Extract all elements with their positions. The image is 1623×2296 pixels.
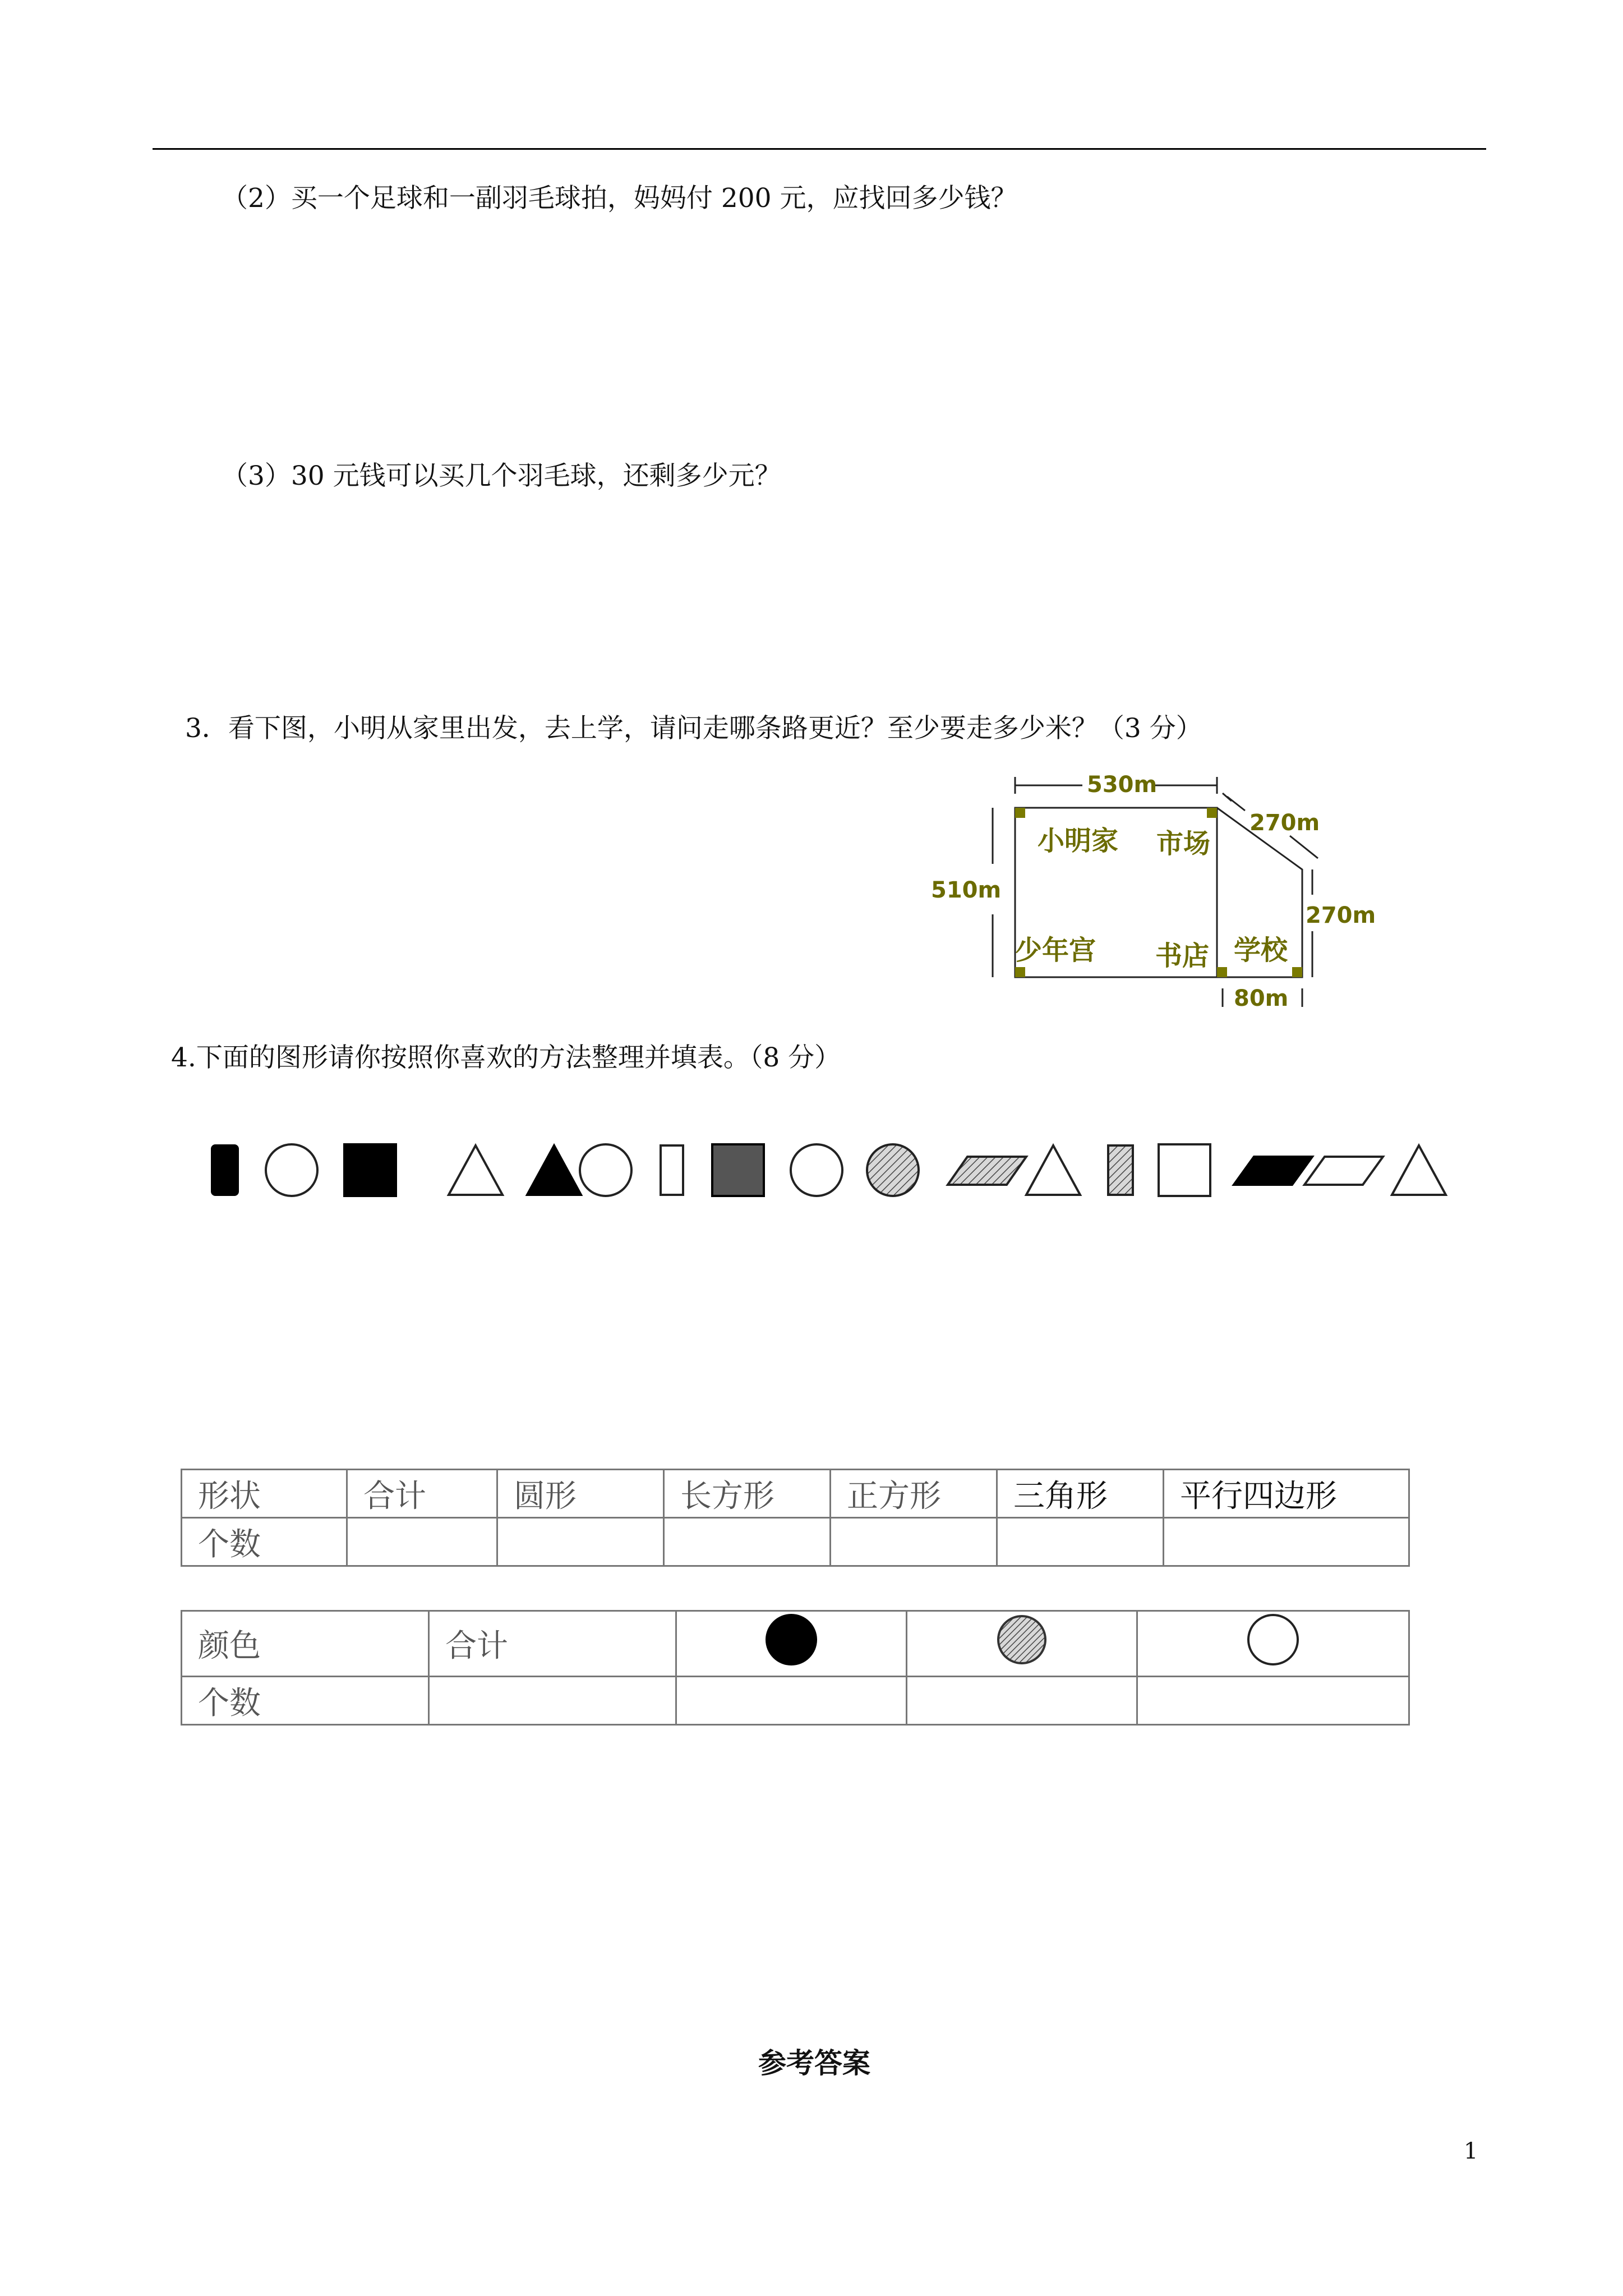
black-triangle-shape xyxy=(527,1145,581,1195)
top-distance-label: 530m xyxy=(1087,772,1158,798)
white-circle-shape xyxy=(266,1144,317,1196)
diagonal-distance-label: 270m xyxy=(1249,810,1320,836)
row-label-count: 个数 xyxy=(182,1677,429,1725)
header-black xyxy=(676,1611,907,1677)
header-hatched xyxy=(907,1611,1137,1677)
market-label: 市场 xyxy=(1156,828,1211,859)
count-cell-black[interactable] xyxy=(676,1677,907,1725)
hatched-circle-icon xyxy=(994,1612,1050,1668)
white-triangle-shape xyxy=(449,1145,502,1195)
answer-title: 参考答案 xyxy=(758,2047,870,2079)
school-label: 学校 xyxy=(1234,935,1288,966)
left-distance-label: 510m xyxy=(931,877,1002,903)
question-2-2: （2）买一个足球和一副羽毛球拍，妈妈付 200 元，应找回多少钱？ xyxy=(222,183,1017,214)
black-parallelogram-shape xyxy=(1234,1157,1312,1185)
header-circle: 圆形 xyxy=(497,1470,664,1518)
count-cell-triangle[interactable] xyxy=(997,1518,1164,1566)
count-cell-rectangle[interactable] xyxy=(664,1518,831,1566)
question-3: 3．看下图，小明从家里出发，去上学，请问走哪条路更近？至少要走多少米？（3 分） xyxy=(185,713,1202,744)
white-rectangle-shape xyxy=(661,1145,683,1195)
shapes-row xyxy=(202,1133,1464,1217)
bookstore-label: 书店 xyxy=(1155,940,1210,972)
question-4: 4.下面的图形请你按照你喜欢的方法整理并填表。（8 分） xyxy=(171,1042,841,1073)
corner-marker xyxy=(1292,967,1302,977)
bottom-distance-label: 80m xyxy=(1234,986,1289,1010)
row-label-count: 个数 xyxy=(182,1518,347,1566)
count-cell-square[interactable] xyxy=(831,1518,997,1566)
home-label: 小明家 xyxy=(1038,825,1119,857)
black-square-shape xyxy=(344,1144,396,1196)
header-color: 颜色 xyxy=(182,1611,429,1677)
question-2-3: （3）30 元钱可以买几个羽毛球，还剩多少元？ xyxy=(222,461,781,491)
white-circle-shape xyxy=(580,1144,631,1196)
count-cell-parallelogram[interactable] xyxy=(1164,1518,1409,1566)
white-circle-icon xyxy=(1242,1612,1304,1668)
header-total: 合计 xyxy=(347,1470,497,1518)
count-cell-total[interactable] xyxy=(429,1677,676,1725)
count-cell-hatched[interactable] xyxy=(907,1677,1137,1725)
hatched-circle-shape xyxy=(867,1144,919,1196)
hatched-parallelogram-shape xyxy=(948,1157,1026,1185)
count-cell-white[interactable] xyxy=(1137,1677,1409,1725)
black-rectangle-shape xyxy=(212,1145,238,1195)
white-triangle-shape xyxy=(1026,1145,1080,1195)
header-parallelogram: 平行四边形 xyxy=(1164,1470,1409,1518)
header-square: 正方形 xyxy=(831,1470,997,1518)
header-rectangle: 长方形 xyxy=(664,1470,831,1518)
white-circle-shape xyxy=(791,1144,842,1196)
corner-marker xyxy=(1015,967,1025,977)
youth-palace-label: 少年宫 xyxy=(1015,935,1096,966)
page-number: 1 xyxy=(1464,2138,1478,2164)
shape-count-table xyxy=(181,1469,1410,1567)
color-count-table xyxy=(181,1610,1410,1726)
corner-marker xyxy=(1217,967,1227,977)
gray-square-shape xyxy=(712,1144,764,1196)
white-parallelogram-shape xyxy=(1304,1157,1383,1185)
white-triangle-shape xyxy=(1392,1145,1446,1195)
right-distance-label: 270m xyxy=(1306,903,1376,928)
white-square-shape xyxy=(1159,1144,1210,1196)
black-circle-icon xyxy=(760,1612,822,1668)
count-cell-circle[interactable] xyxy=(497,1518,664,1566)
corner-marker xyxy=(1207,808,1217,818)
header-triangle: 三角形 xyxy=(997,1470,1164,1518)
header-total: 合计 xyxy=(429,1611,676,1677)
route-map-diagram xyxy=(931,769,1391,1010)
count-cell-total[interactable] xyxy=(347,1518,497,1566)
hatched-rectangle-shape xyxy=(1108,1145,1133,1195)
header-shape: 形状 xyxy=(182,1470,347,1518)
header-white xyxy=(1137,1611,1409,1677)
header-rule xyxy=(153,148,1486,150)
corner-marker xyxy=(1015,808,1025,818)
